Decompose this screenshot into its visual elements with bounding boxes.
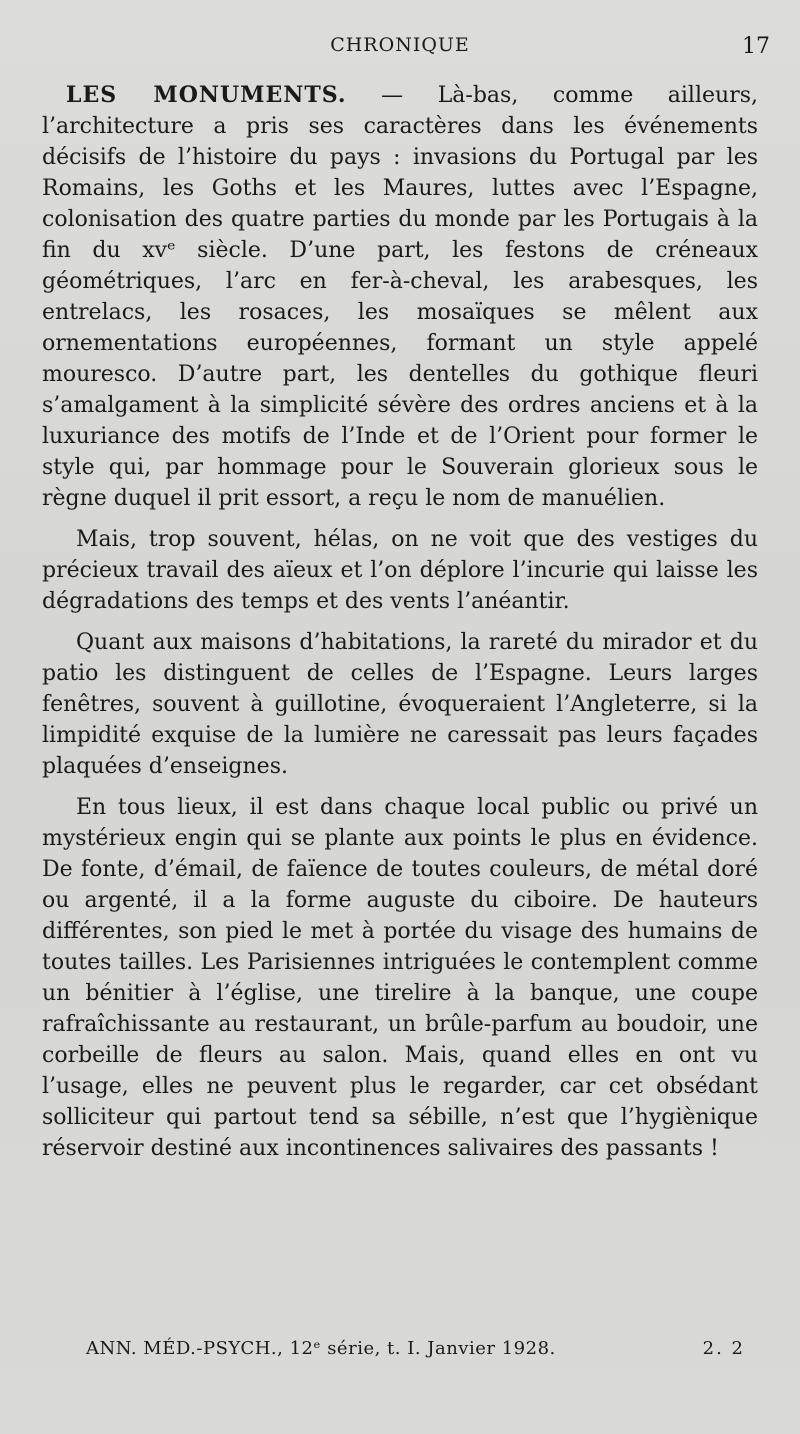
paragraph-maisons: Quant aux maisons d’habitations, la rareté du mirador et du patio les distinguent de celles de l’Espagne. Leurs larges fenêtres, souvent à guillotine, évoqueraient l’Angleterre, si la limpidité exquise de la lumière ne caressait pas leurs façades plaquées d’enseignes. [42, 630, 758, 779]
page-header [0, 34, 800, 68]
journal-citation: ANN. MÉD.-PSYCH., 12ᵉ série, t. I. Janvier 1928. [86, 1338, 556, 1359]
paragraph-monuments [42, 80, 758, 514]
paragraph-text: — Là-bas, comme ailleurs, l’architecture a pris ses caractères dans les événements décisifs de l’histoire du pays : invasions du Portugal par les Romains, les Goths et les Maures, luttes avec l’Espagne, colonisation des quatre parties du monde par les Portugais à la fin du xvᵉ siècle. D’une part, les festons de créneaux géométriques, l’arc en fer-à-cheval, les arabesques, les entrelacs, les rosaces, les mosaïques se mêlent aux ornementations européennes, formant un style appelé mouresco. D’autre part, les dentelles du gothique fleuri s’amalgament à la simplicité sévère des ordres anciens et à la luxuriance des motifs de l’Inde et de l’Orient pour former le style qui, par hommage pour le Souverain glorieux sous le règne duquel il prit essort, a reçu le nom de manuélien. [42, 83, 758, 511]
paragraph-vestiges: Mais, trop souvent, hélas, on ne voit que des vestiges du précieux travail des aïeux et l’on déplore l’incurie qui laisse les dégradations des temps et des vents l’anéantir. [42, 527, 758, 614]
paragraph-engin: En tous lieux, il est dans chaque local public ou privé un mystérieux engin qui se plante aux points le plus en évidence. De fonte, d’émail, de faïence de toutes couleurs, de métal doré ou argenté, il a la forme auguste du ciboire. De hauteurs différentes, son pied le met à portée du visage des humains de toutes tailles. Les Parisiennes intriguées le contemplent comme un bénitier à l’église, une tirelire à la banque, une coupe rafraîchissante au restaurant, un brûle-parfum au boudoir, une corbeille de fleurs au salon. Mais, quand elles en ont vu l’usage, elles ne peuvent plus le regarder, car cet obsédant solliciteur qui partout tend sa sébille, n’est que l’hygiènique réservoir destiné aux incontinences salivaires des passants ! [42, 795, 758, 1161]
section-title: LES MONUMENTS. [66, 82, 347, 108]
article-body [42, 80, 758, 1174]
running-title: CHRONIQUE [330, 34, 470, 56]
printer-signature: 2. 2 [702, 1338, 745, 1359]
page-number: 17 [742, 34, 770, 59]
